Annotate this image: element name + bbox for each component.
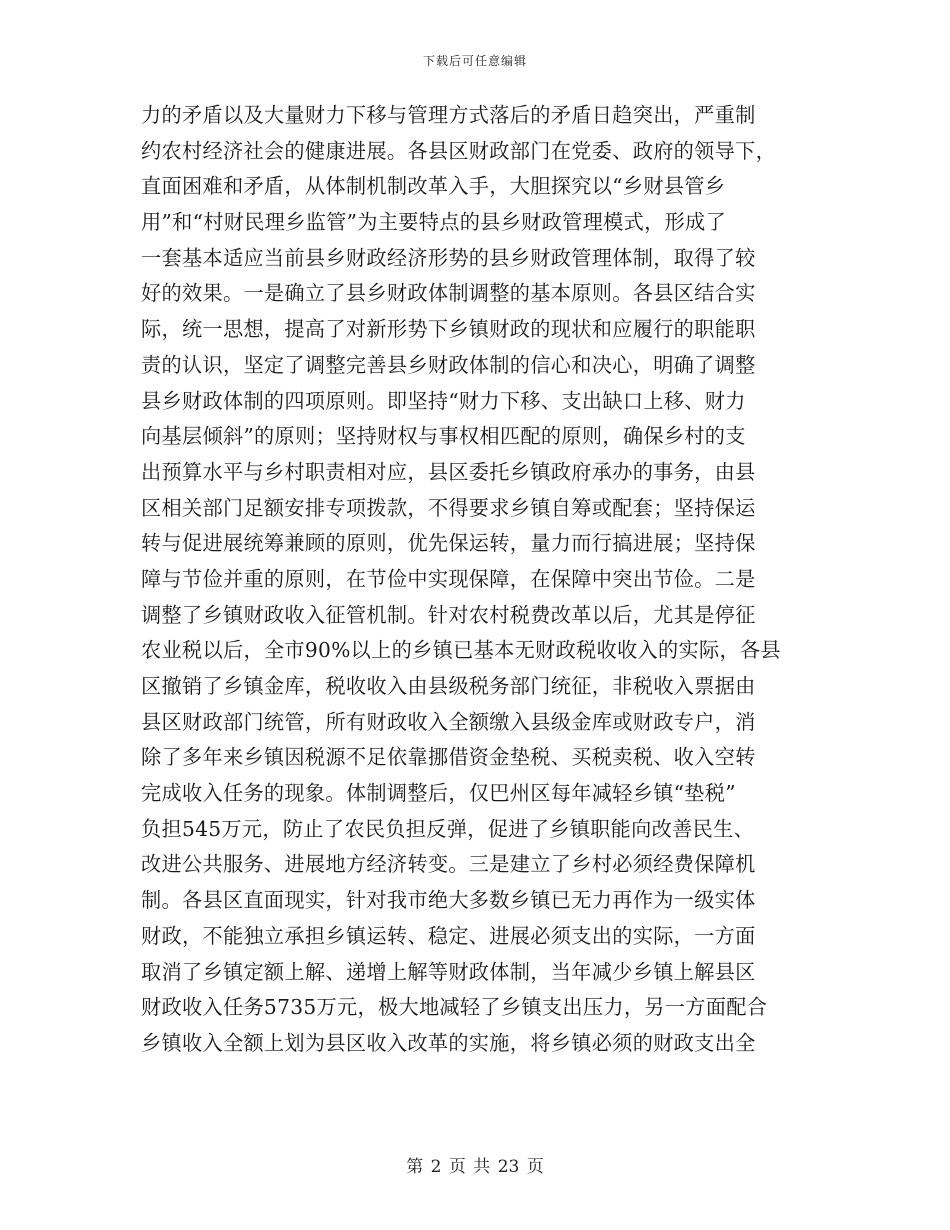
body-line: 财政收入任务5735万元，极大地减轻了乡镇支出压力，另一方面配合 [141, 995, 768, 1020]
body-line: 区相关部门足额安排专项拨款，不得要求乡镇自筹或配套；坚持保运 [141, 495, 756, 520]
body-line: 农业税以后，全市90%以上的乡镇已基本无财政税收收入的实际，各县 [141, 638, 781, 663]
body-line: 调整了乡镇财政收入征管机制。针对农村税费改革以后，尤其是停征 [141, 602, 756, 627]
body-line: 好的效果。一是确立了县乡财政体制调整的基本原则。各县区结合实 [141, 281, 756, 306]
body-line: 一套基本适应当前县乡财政经济形势的县乡财政管理体制，取得了较 [141, 245, 756, 270]
body-line: 县区财政部门统管，所有财政收入全额缴入县级金库或财政专户，消 [141, 709, 756, 734]
body-line: 除了多年来乡镇因税源不足依靠挪借资金垫税、买税卖税、收入空转 [141, 745, 756, 770]
body-line: 向基层倾斜”的原则；坚持财权与事权相匹配的原则，确保乡村的支 [141, 424, 746, 449]
body-line: 出预算水平与乡村职责相对应，县区委托乡镇政府承办的事务，由县 [141, 459, 756, 484]
body-line: 责的认识，坚定了调整完善县乡财政体制的信心和决心，明确了调整 [141, 352, 756, 377]
body-line: 改进公共服务、进展地方经济转变。三是建立了乡村必须经费保障机 [141, 852, 756, 877]
body-line: 障与节俭并重的原则，在节俭中实现保障，在保障中突出节俭。二是 [141, 566, 756, 591]
body-line: 取消了乡镇定额上解、递增上解等财政体制，当年减少乡镇上解县区 [141, 959, 756, 984]
body-line: 财政，不能独立承担乡镇运转、稳定、进展必须支出的实际，一方面 [141, 923, 756, 948]
body-line: 县乡财政体制的四项原则。即坚持“财力下移、支出缺口上移、财力 [141, 388, 746, 413]
body-line: 际，统一思想，提高了对新形势下乡镇财政的现状和应履行的职能职 [141, 317, 756, 342]
document-body [141, 98, 821, 1062]
page-number: 第 2 页 共 23 页 [406, 1157, 544, 1177]
body-line: 约农村经济社会的健康进展。各县区财政部门在党委、政府的领导下， [141, 138, 777, 163]
page-header: 下载后可任意编辑 [422, 54, 527, 68]
body-line: 完成收入任务的现象。体制调整后，仅巴州区每年减轻乡镇“垫税” [141, 781, 736, 806]
body-line: 负担545万元，防止了农民负担反弹，促进了乡镇职能向改善民生、 [141, 816, 755, 841]
body-line: 转与促进展统筹兼顾的原则，优先保运转，量力而行搞进展；坚持保 [141, 531, 756, 556]
body-line: 力的矛盾以及大量财力下移与管理方式落后的矛盾日趋突出，严重制 [141, 103, 756, 127]
body-line: 用”和“村财民理乡监管”为主要特点的县乡财政管理模式，形成了 [141, 210, 727, 235]
body-line: 区撤销了乡镇金库，税收收入由县级税务部门统征，非税收入票据由 [141, 674, 756, 698]
body-line: 乡镇收入全额上划为县区收入改革的实施，将乡镇必须的财政支出全 [141, 1030, 756, 1055]
body-line: 制。各县区直面现实，针对我市绝大多数乡镇已无力再作为一级实体 [141, 888, 756, 913]
body-line: 直面困难和矛盾，从体制机制改革入手，大胆探究以“乡财县管乡 [141, 174, 726, 199]
